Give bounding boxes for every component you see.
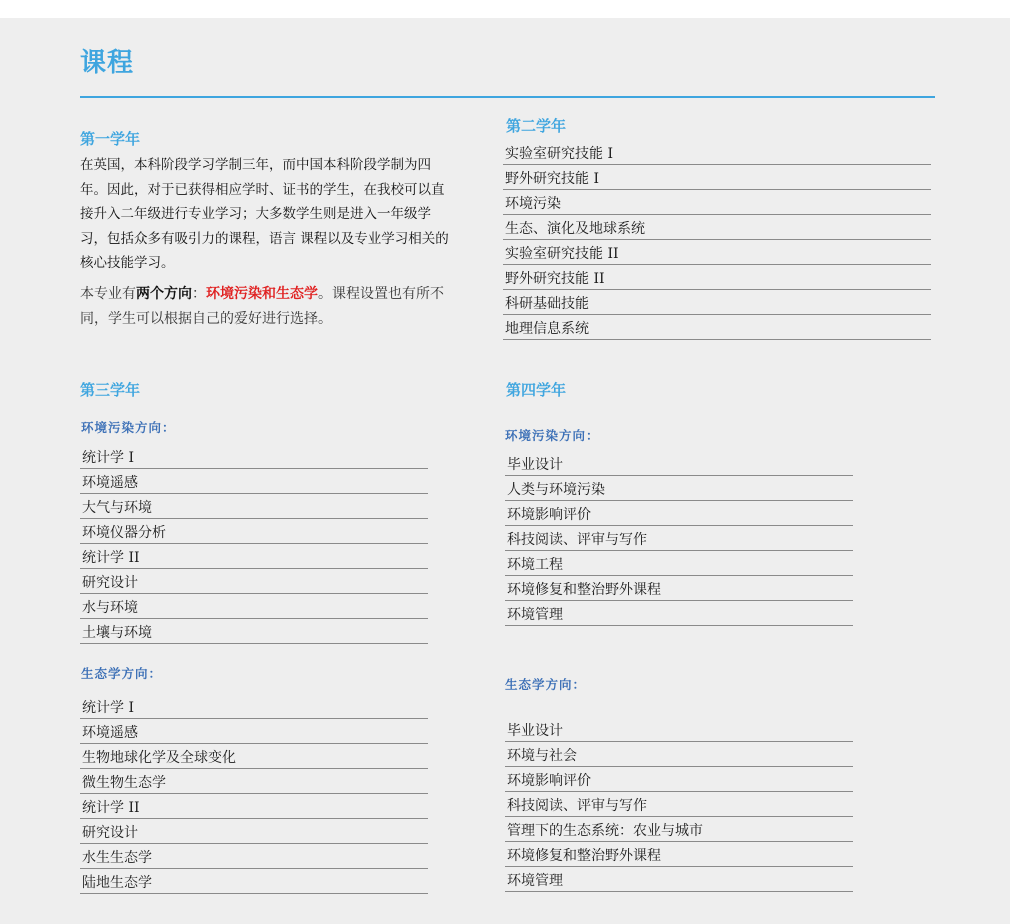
directions-colon: ：: [192, 286, 206, 302]
directions-paragraph: [80, 282, 450, 331]
course-item: 科技阅读、评审与写作: [505, 526, 853, 551]
directions-bold: 两个方向: [136, 286, 192, 302]
course-item: 环境影响评价: [505, 767, 853, 792]
course-item: 环境管理: [505, 601, 853, 626]
course-item: 毕业设计: [505, 451, 853, 476]
year3-pollution-label: 环境污染方向：: [81, 420, 176, 435]
directions-prefix: 本专业有: [80, 286, 136, 302]
year3-heading: 第三学年: [80, 381, 141, 399]
course-item: 微生物生态学: [80, 769, 428, 794]
course-item: 环境管理: [505, 867, 853, 892]
year4-ecology-label: 生态学方向：: [505, 677, 587, 692]
year1-heading: 第一学年: [80, 130, 141, 148]
page-title: 课程: [80, 48, 135, 78]
course-item: 统计学 I: [80, 444, 428, 469]
year4-heading: 第四学年: [506, 381, 567, 399]
course-item: 环境修复和整治野外课程: [505, 842, 853, 867]
course-item: 地理信息系统: [503, 315, 931, 340]
course-item: 野外研究技能 II: [503, 265, 931, 290]
year3-ecology-label: 生态学方向：: [81, 666, 163, 681]
course-page: [0, 18, 1010, 924]
course-item: 环境遥感: [80, 469, 428, 494]
course-item: 毕业设计: [505, 717, 853, 742]
course-item: 科技阅读、评审与写作: [505, 792, 853, 817]
course-item: 研究设计: [80, 569, 428, 594]
course-item: 统计学 I: [80, 694, 428, 719]
year2-course-list: [503, 140, 931, 340]
course-item: 水与环境: [80, 594, 428, 619]
year1-intro: 在英国，本科阶段学习学制三年，而中国本科阶段学制为四年。因此，对于已获得相应学时、证书的学生，在我校可以直接升入二年级进行专业学习；大多数学生则是进入一年级学习，包括众多有吸引力的课程，语言 课程以及专业学习相关的核心技能学习。: [80, 157, 449, 271]
course-item: 野外研究技能 I: [503, 165, 931, 190]
course-item: 研究设计: [80, 819, 428, 844]
course-item: 实验室研究技能 I: [503, 140, 931, 165]
course-item: 环境污染: [503, 190, 931, 215]
directions-highlight: 环境污染和生态学: [206, 286, 318, 302]
course-item: 环境修复和整治野外课程: [505, 576, 853, 601]
course-item: 统计学 II: [80, 544, 428, 569]
course-item: 实验室研究技能 II: [503, 240, 931, 265]
course-item: 统计学 II: [80, 794, 428, 819]
course-item: 生物地球化学及全球变化: [80, 744, 428, 769]
course-item: 科研基础技能: [503, 290, 931, 315]
course-item: 环境与社会: [505, 742, 853, 767]
course-item: 环境遥感: [80, 719, 428, 744]
course-item: 土壤与环境: [80, 619, 428, 644]
course-item: 环境影响评价: [505, 501, 853, 526]
course-item: 环境仪器分析: [80, 519, 428, 544]
course-item: 陆地生态学: [80, 869, 428, 894]
year2-heading: 第二学年: [506, 117, 567, 135]
course-item: 人类与环境污染: [505, 476, 853, 501]
year3-pollution-list: [80, 444, 428, 644]
title-divider: [80, 96, 935, 98]
year3-ecology-list: [80, 694, 428, 894]
course-item: 环境工程: [505, 551, 853, 576]
course-item: 大气与环境: [80, 494, 428, 519]
course-item: 生态、演化及地球系统: [503, 215, 931, 240]
year4-pollution-list: [505, 451, 853, 626]
year4-ecology-list: [505, 717, 853, 892]
year4-pollution-label: 环境污染方向：: [505, 428, 600, 443]
directions-suffix: 。课程设置也有所不同，学生可以根据自己的爱好进行选择。: [80, 286, 444, 327]
course-item: 水生生态学: [80, 844, 428, 869]
course-item: 管理下的生态系统：农业与城市: [505, 817, 853, 842]
